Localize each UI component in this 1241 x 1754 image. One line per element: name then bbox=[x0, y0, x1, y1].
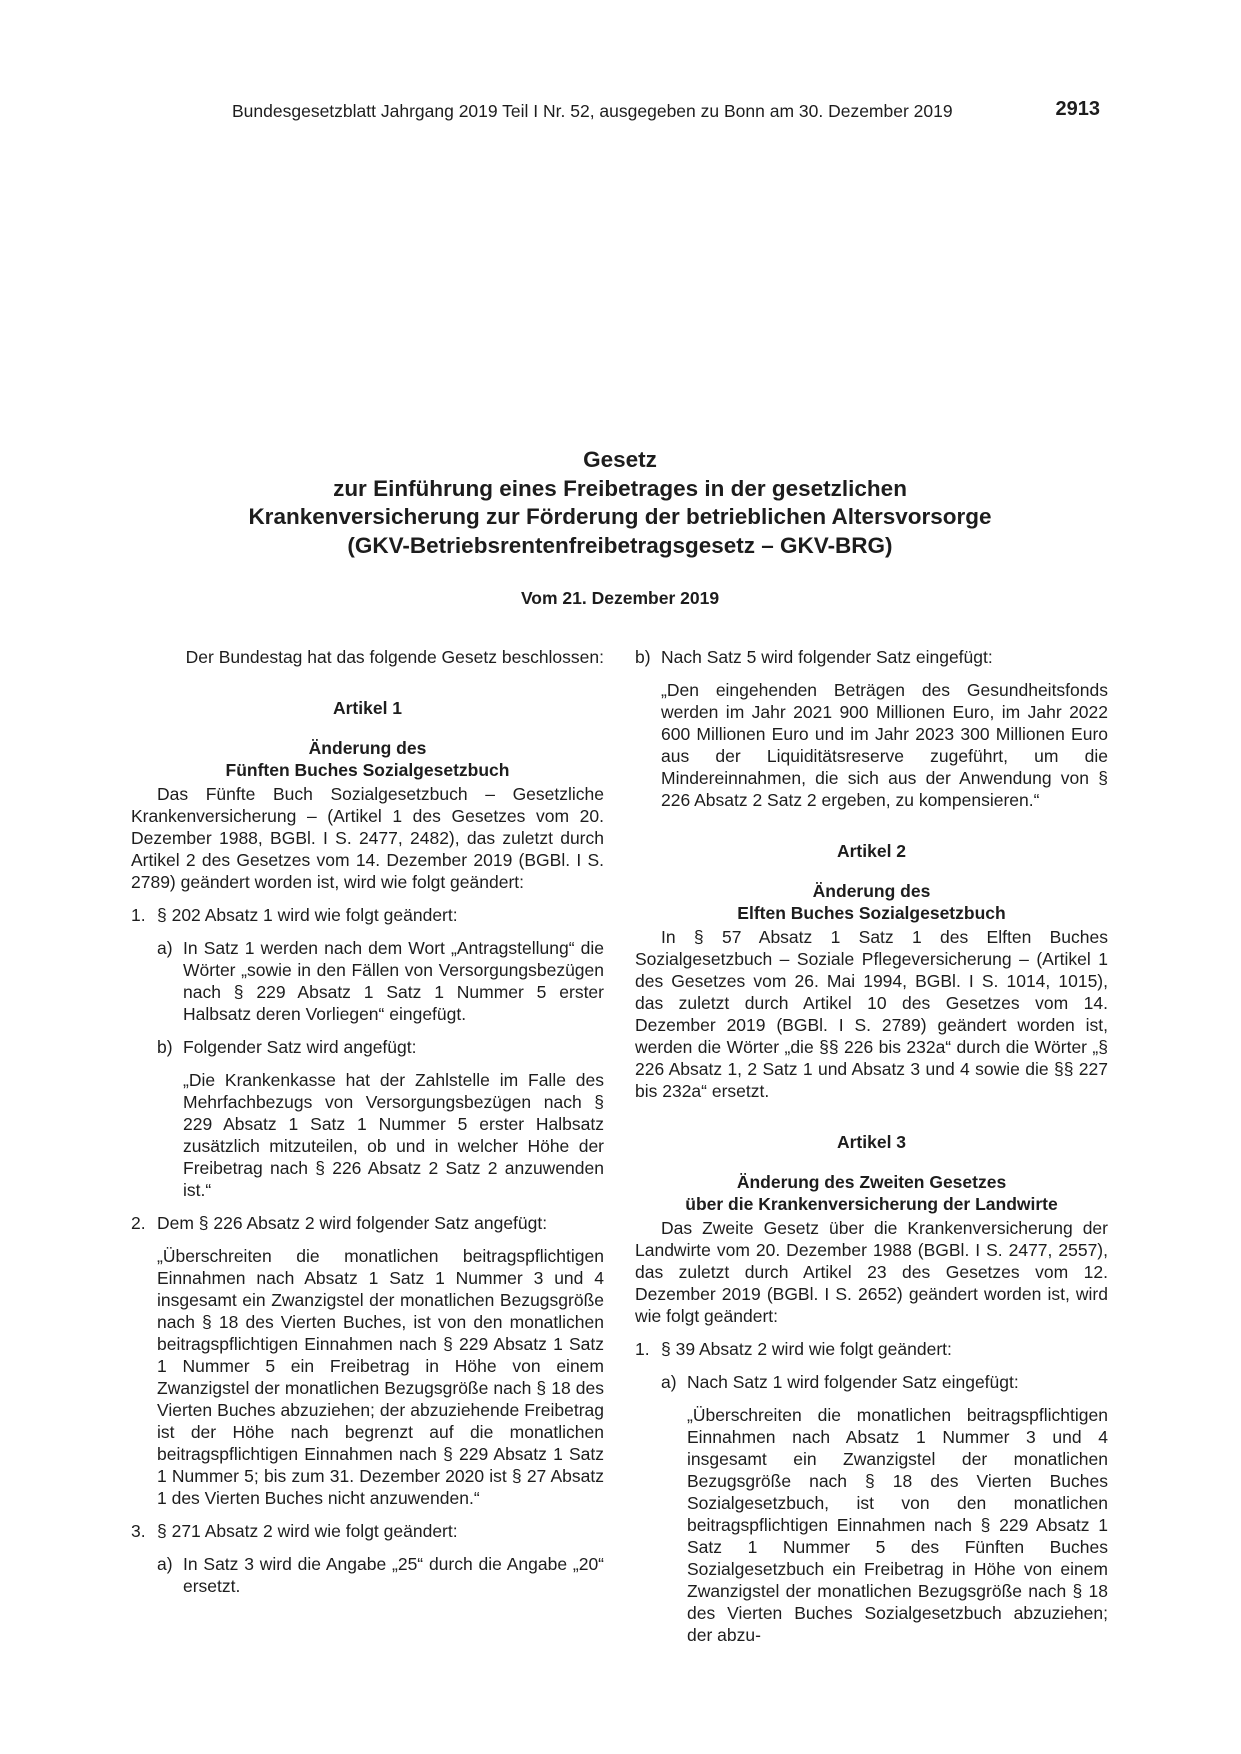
law-title-block bbox=[130, 446, 1110, 609]
page-number: 2913 bbox=[1055, 98, 1100, 120]
list-item-1a bbox=[157, 937, 604, 1025]
art3-list-item-1a-quote: „Überschreiten die monatlichen beitragspflichtigen Einnahmen nach Absatz 1 Nummer 3 und 4 insgesamt ein Zwanzigstel der monatlichen Bezugsgröße nach § 18 des Vierten Buches Sozialgesetzbuch, ist von den monatlichen beitragspflichtigen Einnahmen nach § 229 Absatz 1 Satz 1 Nummer 5 des Fünften Buches Sozialgesetzbuch ein Freibetrag in Höhe von einem Zwanzigstel der monatlichen Bezugsgröße nach § 18 des Vierten Buches Sozialgesetzbuch abzuziehen; der abzu- bbox=[687, 1405, 1108, 1645]
art3-list-item-1-marker: 1. bbox=[635, 1339, 650, 1359]
art3-list-item-1 bbox=[635, 1338, 1108, 1646]
list-item-3a-text: In Satz 3 wird die Angabe „25“ durch die Angabe „20“ ersetzt. bbox=[183, 1554, 604, 1596]
list-item-2-marker: 2. bbox=[131, 1213, 146, 1233]
list-item-1b-quote: „Die Krankenkasse hat der Zahlstelle im Falle des Mehrfachbezugs von Versorgungsbezügen nach § 229 Absatz 1 Satz 1 Nummer 5 erster Halbsatz zusätzlich mitzuteilen, ob und in welcher Höhe der Freibetrag nach § 226 Absatz 2 Satz 2 anzuwenden ist.“ bbox=[183, 1070, 604, 1200]
article-3-paragraph: Das Zweite Gesetz über die Krankenversicherung der Landwirte vom 20. Dezember 1988 (BGBl. I S. 2477, 2557), das zuletzt durch Artikel 23 des Gesetzes vom 12. Dezember 2019 (BGBl. I S. 2652) geändert worden ist, wird wie folgt geändert: bbox=[635, 1218, 1108, 1326]
article-3-heading-line-1: Änderung des Zweiten Gesetzes bbox=[736, 1172, 1007, 1192]
list-item-1a-text: In Satz 1 werden nach dem Wort „Antragstellung“ die Wörter „sowie in den Fällen von Versorgungsbezügen nach § 229 Absatz 1 Satz 1 Nummer 5 erster Halbsatz deren Vorliegen“ eingefügt. bbox=[183, 938, 604, 1024]
art3-list-item-1a-text: Nach Satz 1 wird folgender Satz eingefügt: bbox=[687, 1372, 1019, 1392]
enacting-clause: Der Bundestag hat das folgende Gesetz beschlossen: bbox=[185, 647, 604, 667]
list-item-1-marker: 1. bbox=[131, 905, 146, 925]
law-title-line-4: (GKV-Betriebsrentenfreibetragsgesetz – GKV-BRG) bbox=[347, 532, 893, 558]
article-3-heading bbox=[635, 1171, 1108, 1215]
law-title-line-2: zur Einführung eines Freibetrages in der gesetzlichen bbox=[333, 475, 907, 501]
list-item-3-text: § 271 Absatz 2 wird wie folgt geändert: bbox=[157, 1521, 458, 1541]
list-item-2 bbox=[131, 1212, 604, 1509]
article-2-heading bbox=[635, 880, 1108, 924]
article-2-heading-line-2: Elften Buches Sozialgesetzbuch bbox=[737, 903, 1006, 923]
art3-list-item-1a bbox=[661, 1371, 1108, 1646]
law-date: Vom 21. Dezember 2019 bbox=[520, 588, 720, 608]
article-1-heading bbox=[131, 737, 604, 781]
article-1-paragraph: Das Fünfte Buch Sozialgesetzbuch – Gesetzliche Krankenversicherung – (Artikel 1 des Gesetzes vom 20. Dezember 1988, BGBl. I S. 2477, 2482), das zuletzt durch Artikel 2 des Gesetzes vom 14. Dezember 2019 (BGBl. I S. 2789) geändert worden ist, wird wie folgt geändert: bbox=[131, 784, 604, 892]
left-column bbox=[131, 646, 604, 1597]
article-3-heading-line-2: über die Krankenversicherung der Landwirte bbox=[685, 1194, 1058, 1214]
list-item-3 bbox=[131, 1520, 604, 1597]
list-item-3b-marker: b) bbox=[635, 647, 651, 667]
list-item-3b-text: Nach Satz 5 wird folgender Satz eingefügt: bbox=[661, 647, 993, 667]
list-item-3b-quote: „Den eingehenden Beträgen des Gesundheitsfonds werden im Jahr 2021 900 Millionen Euro, im Jahr 2022 600 Millionen Euro und im Jahr 2023 300 Millionen Euro aus der Liquiditätsreserve zugeführt, um die Mindereinnahmen, die sich aus der Anwendung von § 226 Absatz 2 Satz 2 ergeben, zu kompensieren.“ bbox=[661, 680, 1108, 810]
article-2-paragraph: In § 57 Absatz 1 Satz 1 des Elften Buches Sozialgesetzbuch – Soziale Pflegeversicherung – (Artikel 1 des Gesetzes vom 26. Mai 1994, BGBl. I S. 1014, 1015), das zuletzt durch Artikel 10 des Gesetzes vom 14. Dezember 2019 (BGBl. I S. 2789) geändert worden ist, werden die Wörter „die §§ 226 bis 232a“ durch die Wörter „§ 226 Absatz 1, 2 Satz 1 und Absatz 3 und 4 sowie die §§ 227 bis 232a“ ersetzt. bbox=[635, 927, 1108, 1101]
article-2-number: Artikel 2 bbox=[836, 841, 907, 861]
article-3-number: Artikel 3 bbox=[836, 1132, 907, 1152]
running-title: Bundesgesetzblatt Jahrgang 2019 Teil I Nr. 52, ausgegeben zu Bonn am 30. Dezember 2019 bbox=[232, 101, 953, 121]
page-header bbox=[232, 100, 1100, 122]
right-column bbox=[635, 646, 1108, 1646]
list-item-1b-text: Folgender Satz wird angefügt: bbox=[183, 1037, 417, 1057]
article-1-heading-line-2: Fünften Buches Sozialgesetzbuch bbox=[225, 760, 510, 780]
list-item-1-text: § 202 Absatz 1 wird wie folgt geändert: bbox=[157, 905, 458, 925]
law-title-line-3: Krankenversicherung zur Förderung der betrieblichen Altersvorsorge bbox=[248, 504, 992, 529]
article-1-number: Artikel 1 bbox=[332, 698, 403, 718]
law-title-line-1: Gesetz bbox=[583, 447, 657, 472]
list-item-1b bbox=[157, 1036, 604, 1201]
list-item-3a-marker: a) bbox=[157, 1554, 173, 1574]
article-2-heading-line-1: Änderung des bbox=[812, 881, 931, 901]
article-1-heading-line-1: Änderung des bbox=[308, 738, 427, 758]
list-item-1a-marker: a) bbox=[157, 938, 173, 958]
list-item-1b-marker: b) bbox=[157, 1037, 173, 1057]
art3-list-item-1a-marker: a) bbox=[661, 1372, 677, 1392]
list-item-2-quote: „Überschreiten die monatlichen beitragspflichtigen Einnahmen nach Absatz 1 Satz 1 Nummer 3 und 4 insgesamt ein Zwanzigstel der monatlichen Bezugsgröße nach § 18 des Vierten Buches, ist von den monatlichen beitragspflichtigen Einnahmen nach § 229 Absatz 1 Satz 1 Nummer 5 ein Freibetrag in Höhe von einem Zwanzigstel der monatlichen Bezugsgröße nach § 18 des Vierten Buches abzuziehen; der abzuziehende Freibetrag ist der Höhe nach begrenzt auf die monatlichen beitragspflichtigen Einnahmen nach § 229 Absatz 1 Satz 1 Nummer 5; bis zum 31. Dezember 2020 ist § 27 Absatz 1 des Vierten Buches nicht anzuwenden.“ bbox=[157, 1246, 604, 1508]
list-item-1 bbox=[131, 904, 604, 1201]
list-item-2-text: Dem § 226 Absatz 2 wird folgender Satz angefügt: bbox=[157, 1213, 548, 1233]
art3-list-item-1-text: § 39 Absatz 2 wird wie folgt geändert: bbox=[661, 1339, 952, 1359]
list-item-3b bbox=[635, 646, 1108, 811]
list-item-3a bbox=[157, 1553, 604, 1597]
list-item-3-marker: 3. bbox=[131, 1521, 146, 1541]
